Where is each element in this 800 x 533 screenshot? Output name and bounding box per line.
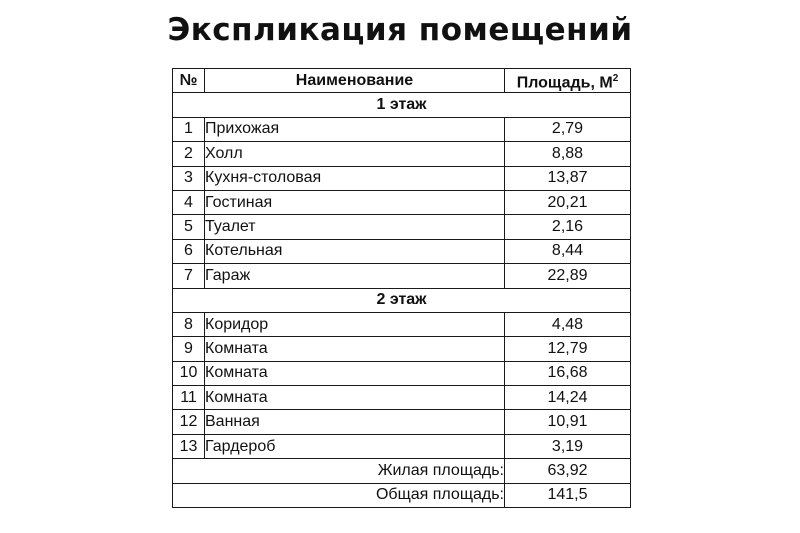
room-area: 3,19 — [505, 434, 631, 458]
room-name: Коридор — [205, 312, 505, 336]
room-area: 16,68 — [505, 361, 631, 385]
header-name: Наименование — [205, 69, 505, 93]
room-num: 3 — [173, 166, 205, 190]
table-row — [173, 386, 631, 410]
room-num: 13 — [173, 434, 205, 458]
room-name: Комната — [205, 361, 505, 385]
room-area: 13,87 — [505, 166, 631, 190]
total-area-row — [173, 483, 631, 507]
room-num: 9 — [173, 337, 205, 361]
room-num: 2 — [173, 142, 205, 166]
header-num: № — [173, 69, 205, 93]
room-num: 6 — [173, 239, 205, 263]
room-num: 10 — [173, 361, 205, 385]
section-row-floor1 — [173, 93, 631, 117]
table-row — [173, 239, 631, 263]
table-row — [173, 166, 631, 190]
table-row — [173, 215, 631, 239]
room-num: 7 — [173, 264, 205, 288]
section-floor1: 1 этаж — [173, 93, 631, 117]
room-area: 20,21 — [505, 190, 631, 214]
room-name: Прихожая — [205, 117, 505, 141]
table-row — [173, 312, 631, 336]
page-title: Экспликация помещений — [167, 12, 633, 48]
room-num: 11 — [173, 386, 205, 410]
room-area: 2,79 — [505, 117, 631, 141]
room-area: 14,24 — [505, 386, 631, 410]
room-name: Гостиная — [205, 190, 505, 214]
room-num: 12 — [173, 410, 205, 434]
room-name: Холл — [205, 142, 505, 166]
room-area: 8,44 — [505, 239, 631, 263]
section-floor2: 2 этаж — [173, 288, 631, 312]
total-area-value: 141,5 — [505, 483, 631, 507]
table-row — [173, 142, 631, 166]
header-area-sup: 2 — [612, 72, 619, 84]
table-header-row — [173, 69, 631, 93]
room-name: Кухня-столовая — [205, 166, 505, 190]
room-name: Ванная — [205, 410, 505, 434]
table-row — [173, 410, 631, 434]
room-area: 2,16 — [505, 215, 631, 239]
room-name: Комната — [205, 386, 505, 410]
room-area: 22,89 — [505, 264, 631, 288]
room-num: 1 — [173, 117, 205, 141]
rooms-table — [172, 68, 631, 508]
table-row — [173, 337, 631, 361]
living-area-row — [173, 459, 631, 483]
room-name: Комната — [205, 337, 505, 361]
table-row — [173, 117, 631, 141]
living-area-label: Жилая площадь: — [173, 459, 505, 483]
total-area-label: Общая площадь: — [173, 483, 505, 507]
living-area-value: 63,92 — [505, 459, 631, 483]
room-area: 4,48 — [505, 312, 631, 336]
room-name: Туалет — [205, 215, 505, 239]
table-row — [173, 434, 631, 458]
table-row — [173, 190, 631, 214]
room-name: Котельная — [205, 239, 505, 263]
room-area: 10,91 — [505, 410, 631, 434]
room-name: Гардероб — [205, 434, 505, 458]
table-row — [173, 361, 631, 385]
room-name: Гараж — [205, 264, 505, 288]
room-num: 5 — [173, 215, 205, 239]
room-num: 4 — [173, 190, 205, 214]
header-area-label: Площадь, М — [516, 73, 613, 91]
room-area: 8,88 — [505, 142, 631, 166]
room-area: 12,79 — [505, 337, 631, 361]
section-row-floor2 — [173, 288, 631, 312]
table-row — [173, 264, 631, 288]
room-num: 8 — [173, 312, 205, 336]
header-area — [505, 69, 631, 93]
